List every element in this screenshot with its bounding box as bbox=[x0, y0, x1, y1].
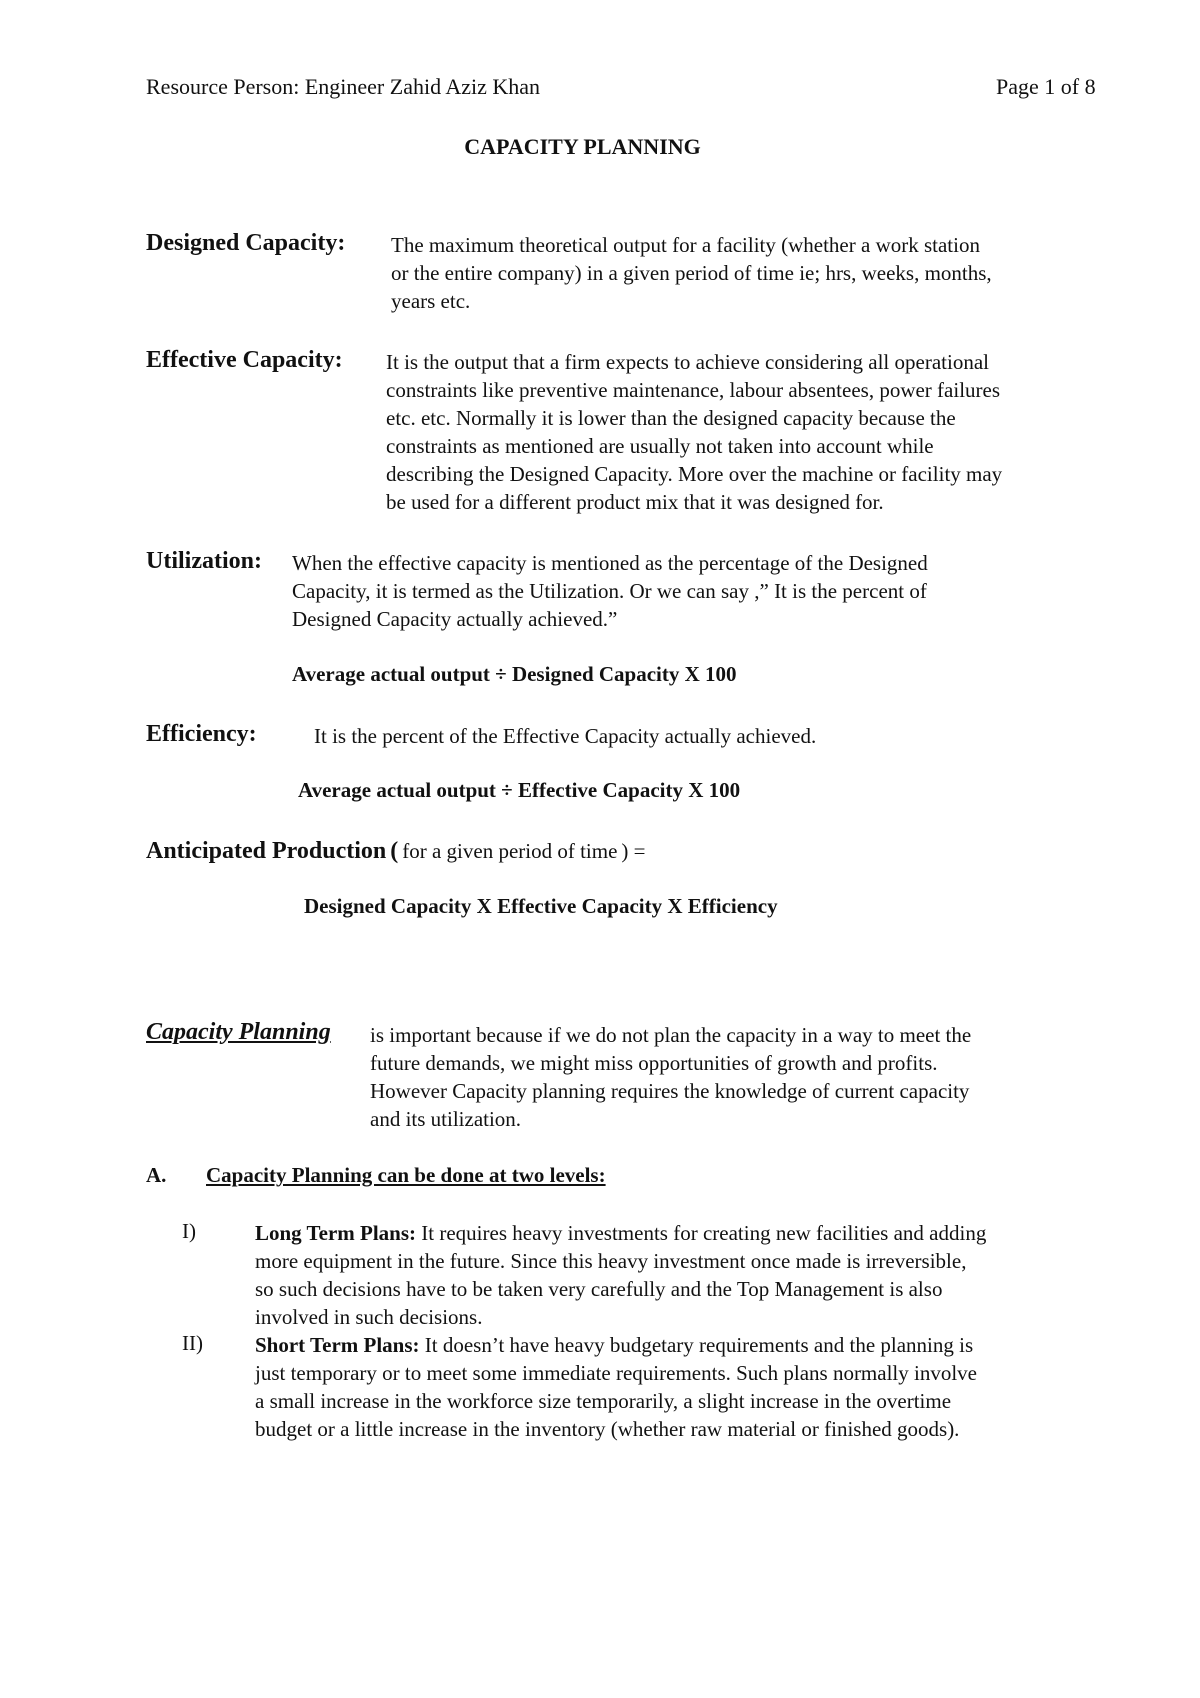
capacity-planning-line-2: future demands, we might miss opportunities of growth and profits. bbox=[370, 1051, 938, 1075]
effective-capacity-line-6: be used for a different product mix that it was designed for. bbox=[386, 490, 884, 514]
anticipated-paren-open: ( bbox=[390, 838, 399, 864]
term-anticipated-production: Anticipated Production bbox=[146, 838, 387, 864]
designed-capacity-line-3: years etc. bbox=[391, 289, 471, 313]
term-designed-capacity: Designed Capacity: bbox=[146, 230, 346, 256]
item-2-number: II) bbox=[182, 1331, 203, 1355]
section-a-heading: Capacity Planning can be done at two levels: bbox=[206, 1163, 606, 1187]
item-2-line-4: budget or a little increase in the inventory (whether raw material or finished goods). bbox=[255, 1417, 960, 1441]
term-efficiency: Efficiency: bbox=[146, 721, 257, 747]
designed-capacity-line-2: or the entire company) in a given period of time ie; hrs, weeks, months, bbox=[391, 261, 992, 285]
item-1-line-2: more equipment in the future. Since this heavy investment once made is irreversible, bbox=[255, 1249, 967, 1273]
item-1-line-4: involved in such decisions. bbox=[255, 1305, 483, 1329]
anticipated-period-text: for a given period of time bbox=[402, 839, 618, 863]
capacity-planning-line-1: is important because if we do not plan the capacity in a way to meet the bbox=[370, 1023, 972, 1047]
item-1-number: I) bbox=[182, 1219, 196, 1243]
term-effective-capacity: Effective Capacity: bbox=[146, 347, 343, 373]
anticipated-production-formula: Designed Capacity X Effective Capacity X Efficiency bbox=[304, 894, 778, 918]
item-2-line-2: just temporary or to meet some immediate requirements. Such plans normally involve bbox=[255, 1361, 977, 1385]
item-1-line-1: It requires heavy investments for creating new facilities and adding bbox=[421, 1221, 987, 1245]
term-capacity-planning: Capacity Planning bbox=[146, 1019, 331, 1045]
item-2-line-1: It doesn’t have heavy budgetary requirements and the planning is bbox=[424, 1333, 974, 1357]
effective-capacity-line-2: constraints like preventive maintenance, labour absentees, power failures bbox=[386, 378, 1001, 402]
utilization-line-3: Designed Capacity actually achieved.” bbox=[292, 607, 618, 631]
efficiency-text: It is the percent of the Effective Capacity actually achieved. bbox=[314, 724, 817, 748]
capacity-planning-line-4: and its utilization. bbox=[370, 1107, 522, 1131]
utilization-formula: Average actual output ÷ Designed Capacity X 100 bbox=[292, 662, 737, 686]
header-resource-person: Resource Person: Engineer Zahid Aziz Khan bbox=[146, 74, 541, 99]
item-1-line-3: so such decisions have to be taken very carefully and the Top Management is also bbox=[255, 1277, 943, 1301]
item-1-term: Long Term Plans: bbox=[255, 1221, 417, 1245]
efficiency-formula: Average actual output ÷ Effective Capacity X 100 bbox=[298, 778, 741, 802]
effective-capacity-line-3: etc. etc. Normally it is lower than the designed capacity because the bbox=[386, 406, 956, 430]
effective-capacity-line-1: It is the output that a firm expects to achieve considering all operational bbox=[386, 350, 989, 374]
term-utilization: Utilization: bbox=[146, 548, 262, 574]
page-title: CAPACITY PLANNING bbox=[464, 134, 701, 159]
effective-capacity-line-5: describing the Designed Capacity. More over the machine or facility may bbox=[386, 462, 1003, 486]
section-a-label: A. bbox=[146, 1163, 167, 1187]
effective-capacity-line-4: constraints as mentioned are usually not taken into account while bbox=[386, 434, 934, 458]
designed-capacity-line-1: The maximum theoretical output for a facility (whether a work station bbox=[391, 233, 980, 257]
item-2-paragraph bbox=[255, 1331, 1108, 1443]
anticipated-production-line bbox=[146, 837, 646, 865]
item-2-line-3: a small increase in the workforce size temporarily, a slight increase in the overtime bbox=[255, 1389, 952, 1413]
anticipated-paren-close: ) = bbox=[621, 839, 646, 863]
utilization-line-1: When the effective capacity is mentioned as the percentage of the Designed bbox=[292, 551, 928, 575]
item-2-term: Short Term Plans: bbox=[255, 1333, 420, 1357]
header-page-number: Page 1 of 8 bbox=[996, 74, 1096, 99]
utilization-line-2: Capacity, it is termed as the Utilization. Or we can say ,” It is the percent of bbox=[292, 579, 927, 603]
capacity-planning-line-3: However Capacity planning requires the knowledge of current capacity bbox=[370, 1079, 970, 1103]
item-1-paragraph bbox=[255, 1219, 1108, 1331]
